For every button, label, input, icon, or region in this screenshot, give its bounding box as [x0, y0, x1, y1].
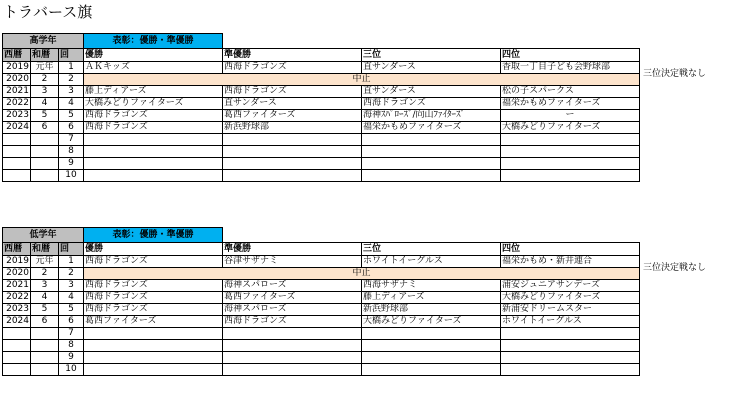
column-header: 四位	[501, 243, 640, 256]
table-cell: 直サンダース	[362, 62, 501, 74]
table-cell: 2	[59, 74, 84, 86]
table-cell: 2023	[3, 304, 31, 316]
table-cell: 大橋みどりファイターズ	[501, 122, 640, 134]
table-cell: 海神ｽﾊﾟﾛｰｽﾞ/向山ﾌｧｲﾀｰｽﾞ	[362, 110, 501, 122]
column-header: 回	[59, 49, 84, 62]
table-row	[3, 292, 640, 304]
table-row	[3, 256, 640, 268]
table-row	[3, 170, 640, 182]
table-cell: 3	[31, 280, 59, 292]
table-cell	[3, 328, 31, 340]
table-cell	[501, 134, 640, 146]
table-cell: 西海ドラゴンズ	[84, 122, 223, 134]
table-cell: 2022	[3, 98, 31, 110]
table-cell: 10	[59, 364, 84, 376]
table-row	[3, 280, 640, 292]
table-cell	[501, 170, 640, 182]
table-cell: 4	[59, 98, 84, 110]
table-cell: ー	[501, 110, 640, 122]
table-cell: 2023	[3, 110, 31, 122]
table-cell: 2	[31, 268, 59, 280]
table-cell: 西海ドラゴンズ	[223, 316, 362, 328]
table-cell: 新浜野球部	[223, 122, 362, 134]
table-cell: 8	[59, 146, 84, 158]
table-cell: 10	[59, 170, 84, 182]
category-label: 低学年	[2, 227, 84, 243]
lower-grade-block	[0, 227, 742, 374]
table-cell: 新浦安ドリームスター	[501, 304, 640, 316]
table-cell: 2024	[3, 316, 31, 328]
category-label: 高学年	[2, 33, 84, 49]
table-cell: ホワイトイーグルス	[501, 316, 640, 328]
table-row	[3, 268, 640, 280]
cancelled-cell: 中止	[84, 268, 640, 280]
table-cell: 6	[59, 316, 84, 328]
column-header: 優勝	[84, 243, 223, 256]
table-cell: 新浜野球部	[362, 304, 501, 316]
table-cell: 西海ドラゴンズ	[362, 98, 501, 110]
table-cell: 直サンダース	[223, 98, 362, 110]
table-cell	[362, 146, 501, 158]
table-cell	[3, 352, 31, 364]
table-cell: 2024	[3, 122, 31, 134]
column-header: 回	[59, 243, 84, 256]
table-cell: ＡＫキッズ	[84, 62, 223, 74]
table-cell	[362, 158, 501, 170]
table-cell	[84, 134, 223, 146]
table-cell	[31, 328, 59, 340]
table-cell: 5	[31, 304, 59, 316]
award-label: 表彰：優勝・準優勝	[83, 227, 223, 243]
table-row	[3, 110, 640, 122]
table-cell: 福栄かもめファイターズ	[501, 98, 640, 110]
table-cell	[31, 146, 59, 158]
table-cell: 2	[59, 268, 84, 280]
table-header-row	[3, 49, 640, 62]
table-row	[3, 158, 640, 170]
table-cell	[501, 146, 640, 158]
column-header: 四位	[501, 49, 640, 62]
table-cell: 福栄かもめファイターズ	[362, 122, 501, 134]
table-cell: 1	[59, 62, 84, 74]
table-cell	[31, 364, 59, 376]
no-third-place-note: 三位決定戦なし	[643, 263, 707, 273]
table-cell: 8	[59, 340, 84, 352]
table-cell	[223, 134, 362, 146]
table-cell	[223, 328, 362, 340]
table-cell: 5	[31, 110, 59, 122]
table-cell: 西海ドラゴンズ	[84, 304, 223, 316]
table-cell	[84, 328, 223, 340]
table-cell: 3	[59, 86, 84, 98]
column-header: 和暦	[31, 243, 59, 256]
column-header: 三位	[362, 49, 501, 62]
column-header: 三位	[362, 243, 501, 256]
table-cell	[84, 340, 223, 352]
table-cell: 9	[59, 158, 84, 170]
table-cell	[84, 364, 223, 376]
table-cell	[362, 328, 501, 340]
award-label: 表彰：優勝・準優勝	[83, 33, 223, 49]
table-cell: 2020	[3, 268, 31, 280]
cancelled-cell: 中止	[84, 74, 640, 86]
table-row	[3, 134, 640, 146]
table-cell	[362, 352, 501, 364]
table-cell: 浦安ジュニアサンデーズ	[501, 280, 640, 292]
table-header-row	[3, 243, 640, 256]
table-cell	[362, 170, 501, 182]
table-row	[3, 328, 640, 340]
results-table	[2, 48, 640, 182]
table-cell: 葛西ファイターズ	[223, 110, 362, 122]
table-cell: 7	[59, 328, 84, 340]
table-cell	[362, 134, 501, 146]
table-cell	[84, 352, 223, 364]
table-cell: 谷津サザナミ	[223, 256, 362, 268]
page-title: トラバース旗	[3, 3, 93, 21]
table-row	[3, 62, 640, 74]
table-cell: 西海ドラゴンズ	[84, 280, 223, 292]
table-cell: 福栄かもめ・新井連合	[501, 256, 640, 268]
table-cell: 1	[59, 256, 84, 268]
results-table	[2, 242, 640, 376]
table-cell	[223, 146, 362, 158]
table-cell	[31, 170, 59, 182]
table-cell: 元年	[31, 256, 59, 268]
table-cell	[3, 158, 31, 170]
table-cell: 2021	[3, 86, 31, 98]
table-cell	[31, 352, 59, 364]
table-cell	[84, 170, 223, 182]
table-cell	[362, 364, 501, 376]
table-row	[3, 98, 640, 110]
table-cell	[3, 170, 31, 182]
no-third-place-note: 三位決定戦なし	[643, 69, 707, 79]
table-cell	[223, 364, 362, 376]
table-row	[3, 340, 640, 352]
column-header: 準優勝	[223, 49, 362, 62]
table-cell: 7	[59, 134, 84, 146]
table-cell: 2019	[3, 62, 31, 74]
table-cell	[31, 158, 59, 170]
table-cell: 西海サザナミ	[362, 280, 501, 292]
table-cell	[223, 340, 362, 352]
table-cell: 6	[31, 122, 59, 134]
column-header: 西暦	[3, 49, 31, 62]
table-cell: 西海ドラゴンズ	[84, 110, 223, 122]
table-cell: 3	[59, 280, 84, 292]
table-row	[3, 86, 640, 98]
table-cell	[3, 134, 31, 146]
table-cell: 5	[59, 304, 84, 316]
table-cell: 2019	[3, 256, 31, 268]
upper-grade-block	[0, 33, 742, 180]
table-cell	[84, 146, 223, 158]
table-cell: 4	[59, 292, 84, 304]
table-row	[3, 122, 640, 134]
table-cell: 大橋みどりファイターズ	[501, 292, 640, 304]
table-cell: 西海ドラゴンズ	[223, 62, 362, 74]
table-cell: 西海ドラゴンズ	[84, 292, 223, 304]
table-cell	[501, 340, 640, 352]
table-cell: 葛西ファイターズ	[84, 316, 223, 328]
table-row	[3, 316, 640, 328]
table-cell	[223, 352, 362, 364]
table-cell: 直サンダース	[362, 86, 501, 98]
table-cell	[3, 364, 31, 376]
table-cell: 葛西ファイターズ	[223, 292, 362, 304]
table-row	[3, 146, 640, 158]
table-cell: 西海ドラゴンズ	[223, 86, 362, 98]
table-cell	[501, 328, 640, 340]
table-cell: 海神スパローズ	[223, 304, 362, 316]
table-cell	[31, 340, 59, 352]
table-cell: 海神スパローズ	[223, 280, 362, 292]
table-cell	[362, 340, 501, 352]
table-cell	[501, 158, 640, 170]
table-cell: 西海ドラゴンズ	[84, 256, 223, 268]
table-cell: ホワイトイーグルス	[362, 256, 501, 268]
table-cell: 藤上ディアーズ	[362, 292, 501, 304]
table-cell: 藤上ディアーズ	[84, 86, 223, 98]
table-cell: 元年	[31, 62, 59, 74]
column-header: 和暦	[31, 49, 59, 62]
table-cell: 5	[59, 110, 84, 122]
table-cell: 2021	[3, 280, 31, 292]
table-row	[3, 304, 640, 316]
table-cell: 9	[59, 352, 84, 364]
table-cell	[501, 364, 640, 376]
table-cell	[3, 146, 31, 158]
table-cell	[223, 158, 362, 170]
table-cell	[31, 134, 59, 146]
column-header: 優勝	[84, 49, 223, 62]
table-cell	[223, 170, 362, 182]
column-header: 西暦	[3, 243, 31, 256]
table-cell: 香取一丁目子ども会野球部	[501, 62, 640, 74]
table-row	[3, 74, 640, 86]
table-cell: 6	[59, 122, 84, 134]
table-cell	[501, 352, 640, 364]
table-cell: 6	[31, 316, 59, 328]
table-row	[3, 352, 640, 364]
table-cell: 大橋みどりファイターズ	[362, 316, 501, 328]
table-cell: 2	[31, 74, 59, 86]
table-cell: 4	[31, 98, 59, 110]
table-cell: 4	[31, 292, 59, 304]
table-cell	[3, 340, 31, 352]
table-cell: 2020	[3, 74, 31, 86]
table-cell: 松の子スパークス	[501, 86, 640, 98]
table-row	[3, 364, 640, 376]
table-cell	[84, 158, 223, 170]
table-cell: 3	[31, 86, 59, 98]
table-cell: 大橋みどりファイターズ	[84, 98, 223, 110]
table-cell: 2022	[3, 292, 31, 304]
column-header: 準優勝	[223, 243, 362, 256]
